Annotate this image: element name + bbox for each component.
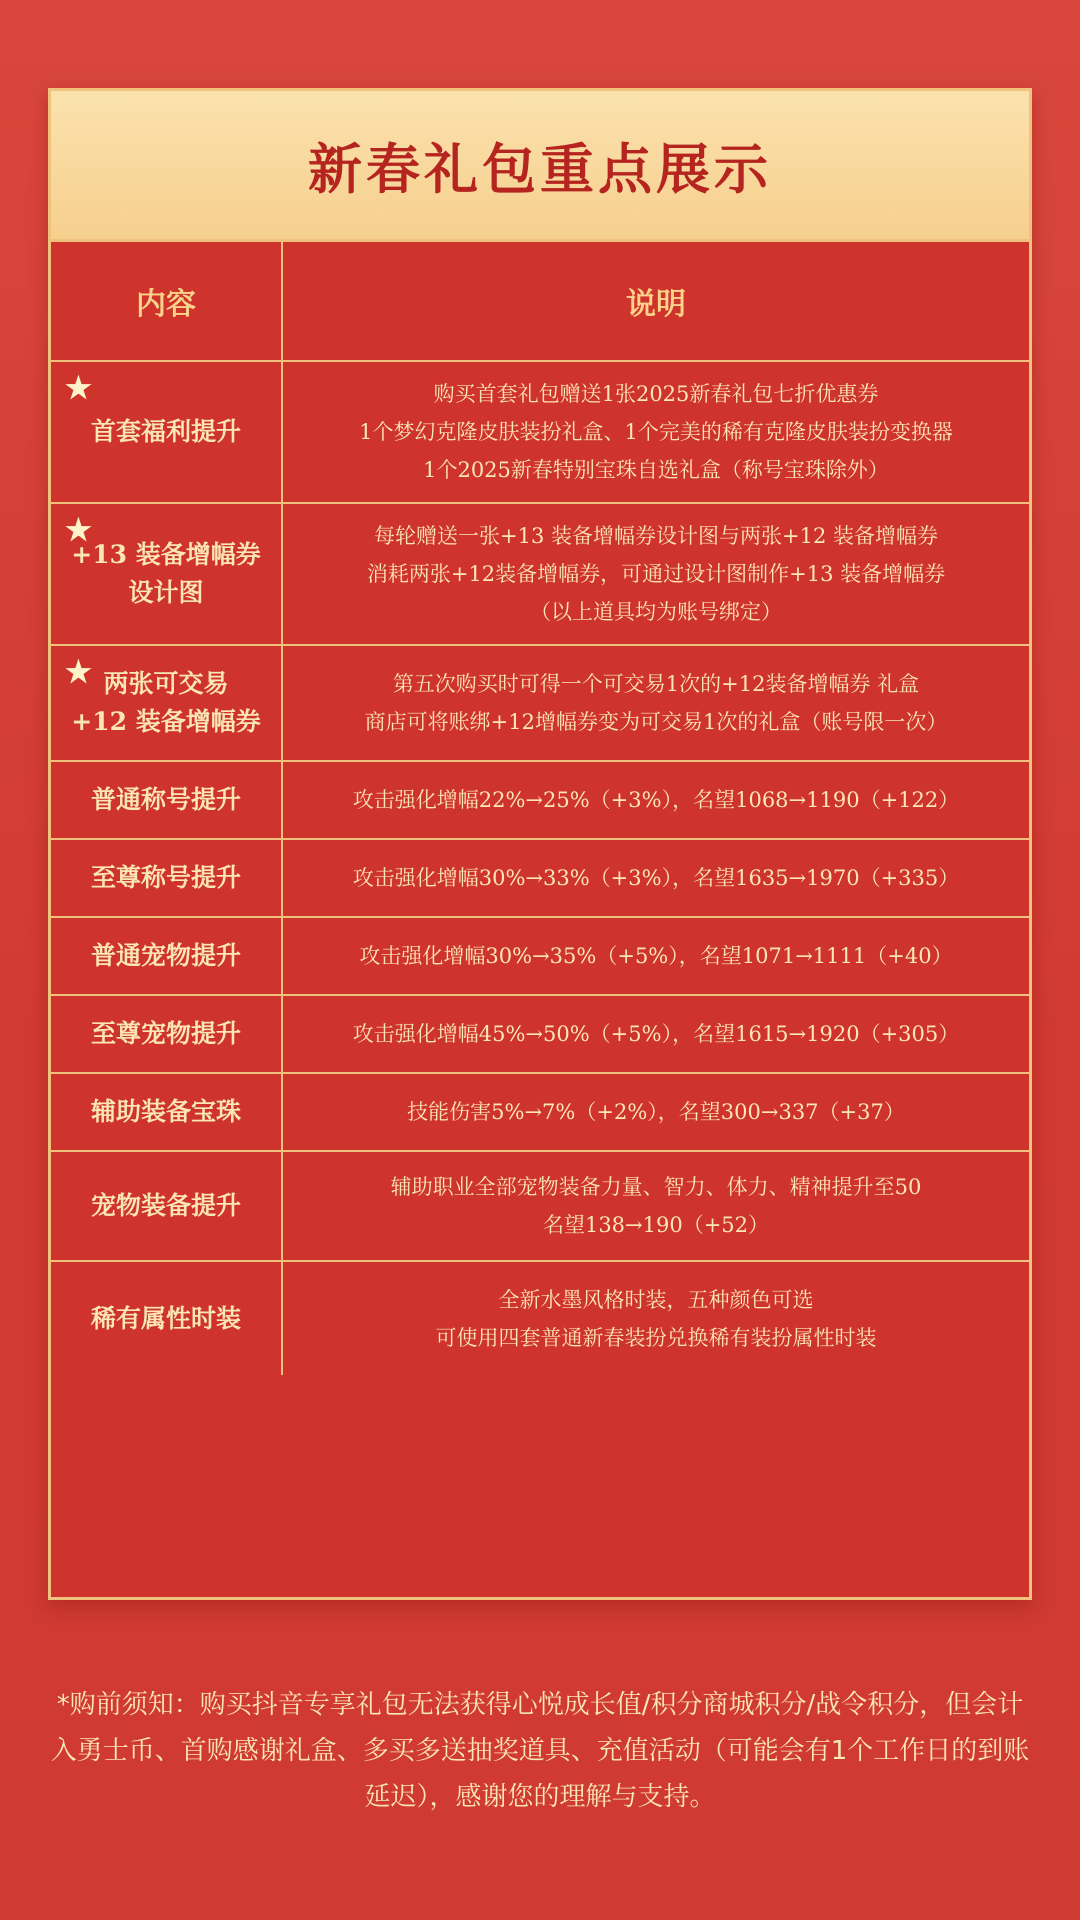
row-description xyxy=(282,761,1029,839)
table-row xyxy=(51,503,1029,645)
header-content: 内容 xyxy=(51,242,282,361)
row-item xyxy=(51,645,282,761)
row-description-line: 名望138→190（+52） xyxy=(542,1213,770,1237)
page-title: 新春礼包重点展示 xyxy=(308,136,772,201)
row-description xyxy=(282,995,1029,1073)
table-row xyxy=(51,995,1029,1073)
row-item-line: +13 装备增幅券 xyxy=(71,540,261,569)
row-description-line: 商店可将账绑+12增幅券变为可交易1次的礼盒（账号限一次） xyxy=(364,710,948,734)
table-row xyxy=(51,917,1029,995)
row-item xyxy=(51,761,282,839)
row-item-line: 普通称号提升 xyxy=(90,785,241,814)
row-description xyxy=(282,917,1029,995)
star-icon: ★ xyxy=(65,513,92,548)
row-item-line: 设计图 xyxy=(128,578,204,607)
row-description-line: 可使用四套普通新春装扮兑换稀有装扮属性时装 xyxy=(435,1325,877,1350)
row-item xyxy=(51,1073,282,1151)
row-description xyxy=(282,839,1029,917)
row-description xyxy=(282,1261,1029,1375)
gift-pack-card xyxy=(48,88,1032,1600)
row-description xyxy=(282,503,1029,645)
row-item xyxy=(51,839,282,917)
row-description-line: 1个梦幻克隆皮肤装扮礼盒、1个完美的稀有克隆皮肤装扮变换器 xyxy=(359,420,953,444)
row-item-line: 普通宠物提升 xyxy=(90,941,241,970)
row-item xyxy=(51,917,282,995)
gift-table xyxy=(51,242,1029,1375)
row-item-line: 辅助装备宝珠 xyxy=(90,1097,241,1126)
row-item xyxy=(51,1261,282,1375)
row-description-line: 攻击强化增幅22%→25%（+3%），名望1068→1190（+122） xyxy=(352,788,960,812)
row-description-line: 攻击强化增幅45%→50%（+5%），名望1615→1920（+305） xyxy=(352,1022,960,1046)
table-row xyxy=(51,1073,1029,1151)
table-row xyxy=(51,645,1029,761)
row-description-line: （以上道具均为账号绑定） xyxy=(530,600,782,624)
table-row xyxy=(51,1261,1029,1375)
row-description-line: 每轮赠送一张+13 装备增幅券设计图与两张+12 装备增幅券 xyxy=(374,524,938,548)
table-row xyxy=(51,1151,1029,1261)
row-description-line: 攻击强化增幅30%→33%（+3%），名望1635→1970（+335） xyxy=(352,866,960,890)
row-item-line: 首套福利提升 xyxy=(90,417,241,446)
row-item-line: 两张可交易 xyxy=(103,669,229,698)
table-row xyxy=(51,839,1029,917)
row-item-line: 至尊宠物提升 xyxy=(90,1019,241,1048)
row-description-line: 技能伤害5%→7%（+2%），名望300→337（+37） xyxy=(407,1100,905,1124)
row-description xyxy=(282,645,1029,761)
row-description-line: 辅助职业全部宠物装备力量、智力、体力、精神提升至50 xyxy=(390,1175,922,1199)
row-description-line: 消耗两张+12装备增幅券，可通过设计图制作+13 装备增幅券 xyxy=(366,562,946,586)
table-row xyxy=(51,761,1029,839)
row-description-line: 购买首套礼包赠送1张2025新春礼包七折优惠券 xyxy=(433,382,879,406)
purchase-notice: *购前须知：购买抖音专享礼包无法获得心悦成长值/积分商城积分/战令积分，但会计入勇士币、首购感谢礼盒、多买多送抽奖道具、充值活动（可能会有1个工作日的到账延迟），感谢您的理解与支持。 xyxy=(50,1690,1030,1812)
star-icon: ★ xyxy=(65,371,92,406)
row-description-line: 攻击强化增幅30%→35%（+5%），名望1071→1111（+40） xyxy=(359,944,953,968)
header-description: 说明 xyxy=(282,242,1029,361)
table-header-row xyxy=(51,242,1029,361)
row-item xyxy=(51,361,282,503)
row-item-line: 稀有属性时装 xyxy=(90,1303,241,1333)
row-description-line: 第五次购买时可得一个可交易1次的+12装备增幅券 礼盒 xyxy=(392,672,920,696)
row-description-line: 1个2025新春特别宝珠自选礼盒（称号宝珠除外） xyxy=(423,458,889,482)
row-item-line: 宠物装备提升 xyxy=(90,1191,241,1220)
row-description-line: 全新水墨风格时装，五种颜色可选 xyxy=(498,1287,814,1312)
row-item xyxy=(51,1151,282,1261)
row-description xyxy=(282,1073,1029,1151)
row-item xyxy=(51,995,282,1073)
row-item xyxy=(51,503,282,645)
row-item-line: 至尊称号提升 xyxy=(90,863,241,892)
row-description xyxy=(282,361,1029,503)
table-row xyxy=(51,361,1029,503)
row-description xyxy=(282,1151,1029,1261)
card-header xyxy=(51,91,1029,242)
row-item-line: +12 装备增幅券 xyxy=(71,707,261,736)
star-icon: ★ xyxy=(65,655,92,690)
